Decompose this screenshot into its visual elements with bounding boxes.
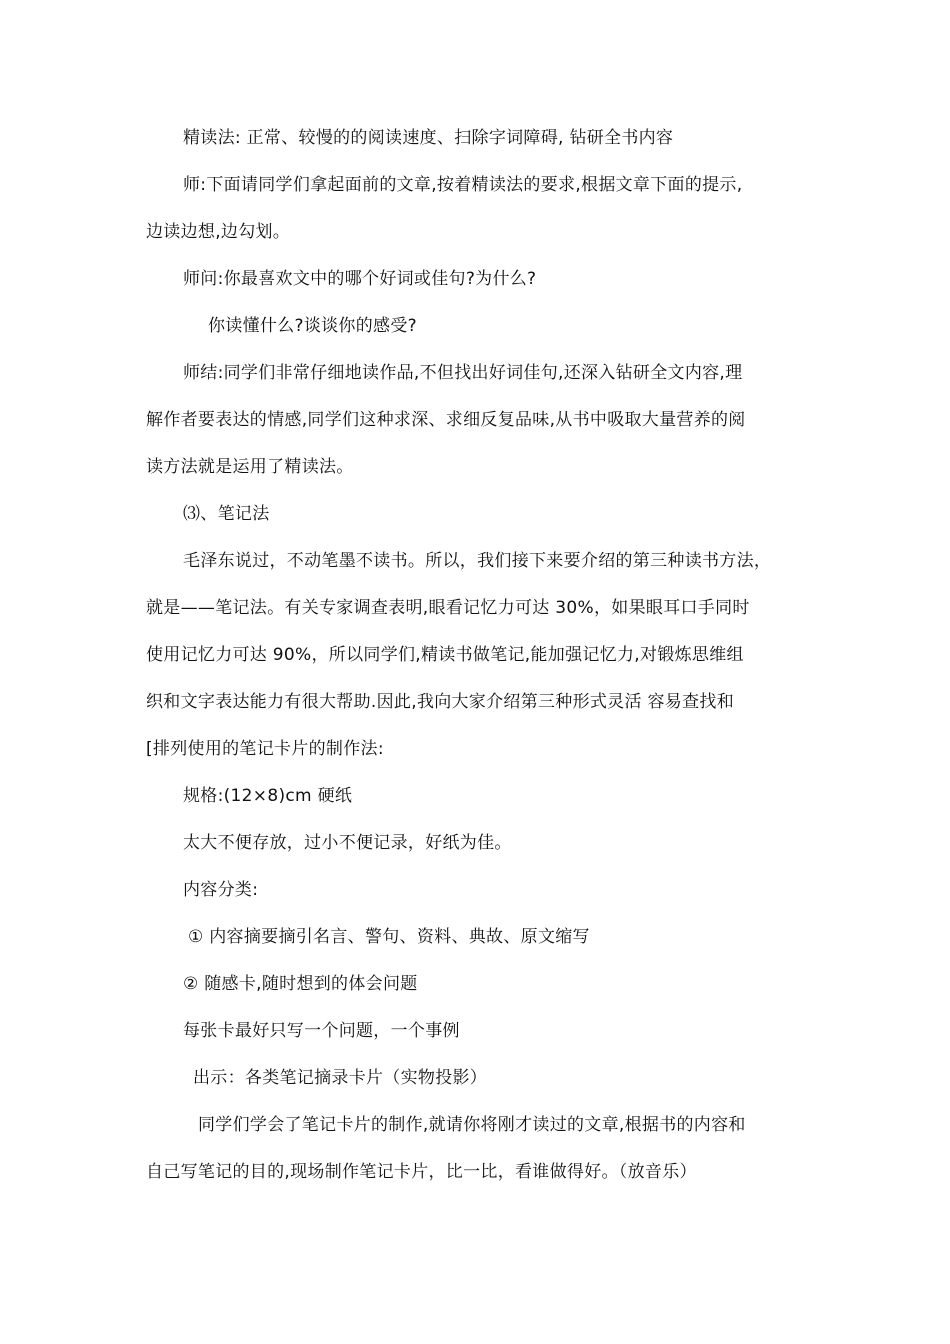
text-line: 你读懂什么?谈谈你的感受?	[208, 316, 417, 336]
text-line: 内容分类:	[183, 880, 259, 900]
text-line: 太大不便存放，过小不便记录，好纸为佳。	[183, 833, 512, 853]
text-line: 毛泽东说过，不动笔墨不读书。所以，我们接下来要介绍的第三种读书方法，	[183, 551, 772, 571]
text-line: 出示：各类笔记摘录卡片（实物投影）	[193, 1068, 488, 1088]
text-line: 就是——笔记法。有关专家调查表明,眼看记忆力可达 30%，如果眼耳口手同时	[146, 598, 750, 618]
text-line: [排列使用的笔记卡片的制作法:	[146, 739, 384, 759]
text-line: 自己写笔记的目的,现场制作笔记卡片，比一比，看谁做得好。（放音乐）	[146, 1162, 697, 1182]
text-line: 精读法: 正常、较慢的的阅读速度、扫除字词障碍, 钻研全书内容	[183, 128, 674, 148]
text-line: 读方法就是运用了精读法。	[146, 457, 354, 477]
list-item: ① 内容摘要摘引名言、警句、资料、典故、原文缩写	[188, 927, 590, 947]
text-line: 同学们学会了笔记卡片的制作,就请你将刚才读过的文章,根据书的内容和	[198, 1115, 746, 1135]
text-line: 师:下面请同学们拿起面前的文章,按着精读法的要求,根据文章下面的提示,	[183, 175, 743, 195]
list-item: ② 随感卡,随时想到的体会问题	[183, 974, 418, 994]
text-line: 解作者要表达的情感,同学们这种求深、求细反复品味,从书中吸取大量营养的阅	[146, 410, 746, 430]
text-line: 师结:同学们非常仔细地读作品,不但找出好词佳句,还深入钻研全文内容,理	[183, 363, 743, 383]
text-line: 规格:(12×8)cm 硬纸	[183, 786, 353, 806]
text-line: 每张卡最好只写一个问题，一个事例	[183, 1021, 460, 1041]
section-heading: ⑶、笔记法	[183, 504, 270, 524]
text-line: 边读边想,边勾划。	[146, 222, 291, 242]
text-line: 使用记忆力可达 90%，所以同学们,精读书做笔记,能加强记忆力,对锻炼思维组	[146, 645, 744, 665]
text-line: 师问:你最喜欢文中的哪个好词或佳句?为什么?	[183, 269, 537, 289]
text-line: 织和文字表达能力有很大帮助.因此,我向大家介绍第三种形式灵活 容易查找和	[146, 692, 735, 712]
